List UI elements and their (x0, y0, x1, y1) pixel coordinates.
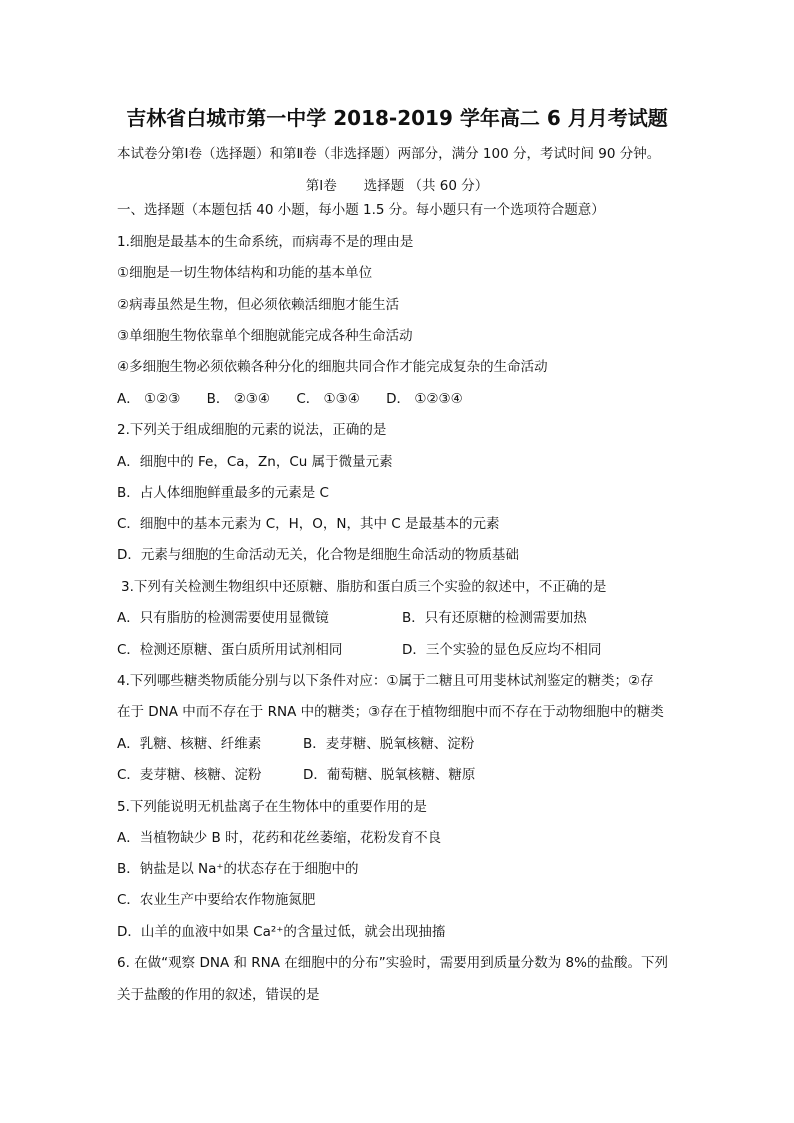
q2-option-c: C．细胞中的基本元素为 C，H，O，N，其中 C 是最基本的元素 (117, 516, 500, 532)
q3-options-row-2 (117, 640, 602, 660)
q3-options-row-1 (117, 608, 587, 628)
q1-statement-2: ②病毒虽然是生物，但必须依赖活细胞才能生活 (117, 297, 400, 313)
q3-stem: 3.下列有关检测生物组织中还原糖、脂肪和蛋白质三个实验的叙述中，不正确的是 (121, 579, 607, 595)
q2-option-d: D．元素与细胞的生命活动无关，化合物是细胞生命活动的物质基础 (117, 547, 519, 563)
q1-option-c: C． ①③④ (296, 391, 360, 407)
q2-stem: 2.下列关于组成细胞的元素的说法，正确的是 (117, 422, 387, 438)
q1-option-a: A． ①②③ (117, 391, 181, 407)
q2-option-a: A．细胞中的 Fe，Ca，Zn，Cu 属于微量元素 (117, 454, 393, 470)
q3-option-a: A．只有脂肪的检测需要使用显微镜 (117, 610, 329, 626)
q4-stem-line-2: 在于 DNA 中而不存在于 RNA 中的糖类；③存在于植物细胞中而不存在于动物细胞中的糖类 (117, 704, 664, 720)
q5-option-d: D．山羊的血液中如果 Ca²⁺的含量过低，就会出现抽搐 (117, 924, 446, 940)
q1-option-d: D． ①②③④ (386, 391, 463, 407)
q5-option-c: C．农业生产中要给农作物施氮肥 (117, 892, 316, 908)
q5-option-a: A．当植物缺少 B 时，花药和花丝萎缩，花粉发育不良 (117, 830, 442, 846)
q1-statement-3: ③单细胞生物依靠单个细胞就能完成各种生命活动 (117, 328, 413, 344)
q3-option-c: C．检测还原糖、蛋白质所用试剂相同 (117, 642, 343, 658)
section-title: 第Ⅰ卷 选择题 （共 60 分） (305, 178, 489, 194)
q4-stem-line-1: 4.下列哪些糖类物质能分别与以下条件对应：①属于二糖且可用斐林试剂鉴定的糖类；②存 (117, 673, 654, 689)
q4-option-b: B．麦芽糖、脱氧核糖、淀粉 (303, 736, 475, 752)
q4-option-c: C．麦芽糖、核糖、淀粉 (117, 767, 262, 783)
q1-stem: 1.细胞是最基本的生命系统，而病毒不是的理由是 (117, 234, 414, 250)
part-heading: 一、选择题（本题包括 40 小题，每小题 1.5 分。每小题只有一个选项符合题意） (117, 202, 605, 218)
q5-stem: 5.下列能说明无机盐离子在生物体中的重要作用的是 (117, 799, 427, 815)
q6-stem-line-2: 关于盐酸的作用的叙述，错误的是 (117, 987, 320, 1003)
q3-option-b: B．只有还原糖的检测需要加热 (402, 610, 587, 626)
exam-intro: 本试卷分第Ⅰ卷（选择题）和第Ⅱ卷（非选择题）两部分，满分 100 分，考试时间 90 分钟。 (117, 146, 661, 162)
q1-option-b: B． ②③④ (206, 391, 271, 407)
q4-option-a: A．乳糖、核糖、纤维素 (117, 736, 262, 752)
q2-option-b: B．占人体细胞鲜重最多的元素是 C (117, 485, 329, 501)
q4-options-row-2 (117, 765, 476, 785)
q1-options (117, 389, 485, 409)
q6-stem-line-1: 6. 在做“观察 DNA 和 RNA 在细胞中的分布”实验时，需要用到质量分数为 8%的盐酸。下列 (117, 955, 668, 971)
q4-options-row-1 (117, 734, 475, 754)
q4-option-d: D．葡萄糖、脱氧核糖、糖原 (303, 767, 476, 783)
exam-title: 吉林省白城市第一中学 2018-2019 学年高二 6 月月考试题 (126, 106, 668, 130)
q3-option-d: D．三个实验的显色反应均不相同 (402, 642, 602, 658)
q1-statement-1: ①细胞是一切生物体结构和功能的基本单位 (117, 265, 373, 281)
q1-statement-4: ④多细胞生物必须依赖各种分化的细胞共同合作才能完成复杂的生命活动 (117, 359, 548, 375)
q5-option-b: B．钠盐是以 Na⁺的状态存在于细胞中的 (117, 861, 359, 877)
